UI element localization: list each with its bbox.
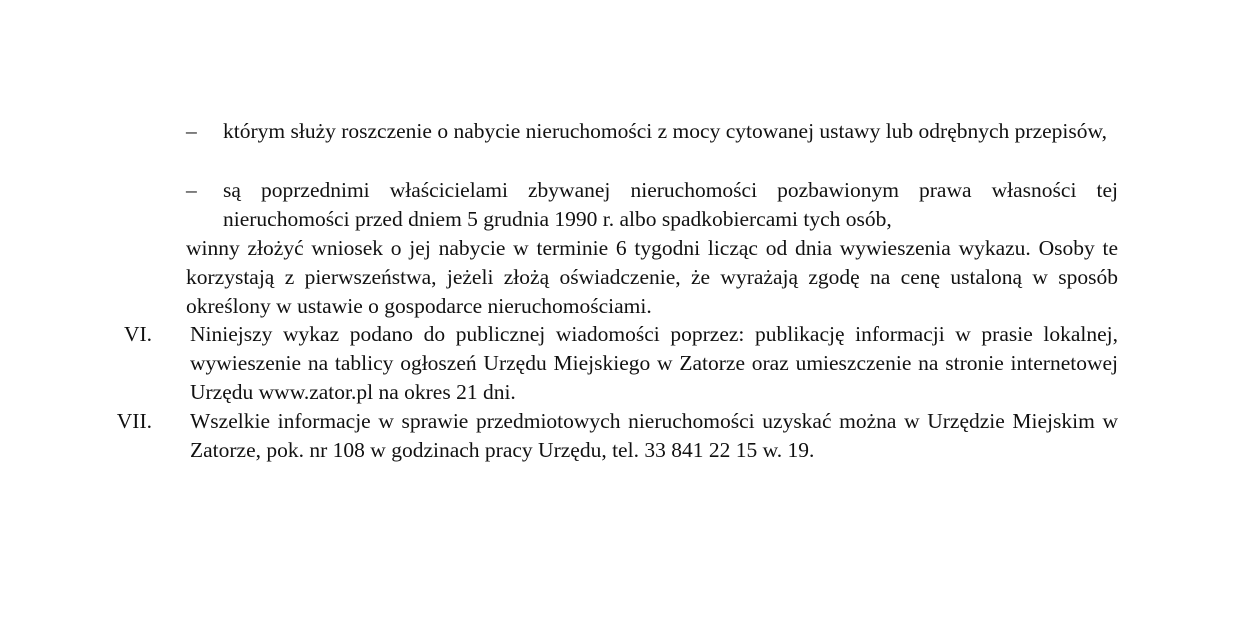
- dash-list-item: [186, 176, 1118, 234]
- section-vi: [0, 320, 1118, 407]
- dash-item-text: są poprzednimi właścicielami zbywanej nieruchomości pozbawionym prawa własności tej nieruchomości przed dniem 5 grudnia 1990 r. albo spadkobiercami tych osób,: [223, 178, 1118, 231]
- section-vii: [0, 407, 1118, 465]
- section-number: VI.: [123, 322, 152, 346]
- section-text: Wszelkie informacje w sprawie przedmiotowych nieruchomości uzyskać można w Urzędzie Miejskim w Zatorze, pok. nr 108 w godzinach pracy Urzędu, tel. 33 841 22 15 w. 19.: [190, 409, 1118, 462]
- section-text: Niniejszy wykaz podano do publicznej wiadomości poprzez: publikację informacji w prasie lokalnej, wywieszenie na tablicy ogłoszeń Urzędu Miejskiego w Zatorze oraz umieszczenie na stronie internetowej Urzędu www.zator.pl na okres 21 dni.: [190, 322, 1118, 404]
- continuation-paragraph: winny złożyć wniosek o jej nabycie w terminie 6 tygodni licząc od dnia wywieszenia wykazu. Osoby te korzystają z pierwszeństwa, jeżeli złożą oświadczenie, że wyrażają zgodę na cenę ustaloną w sposób określony w ustawie o gospodarce nieruchomościami.: [186, 236, 1118, 318]
- section-number: VII.: [116, 409, 152, 433]
- dash-list-item: [186, 117, 1118, 146]
- dash-item-text: którym służy roszczenie o nabycie nieruchomości z mocy cytowanej ustawy lub odrębnych przepisów,: [223, 119, 1108, 143]
- dash-marker: –: [186, 178, 197, 202]
- dash-marker: –: [186, 119, 197, 143]
